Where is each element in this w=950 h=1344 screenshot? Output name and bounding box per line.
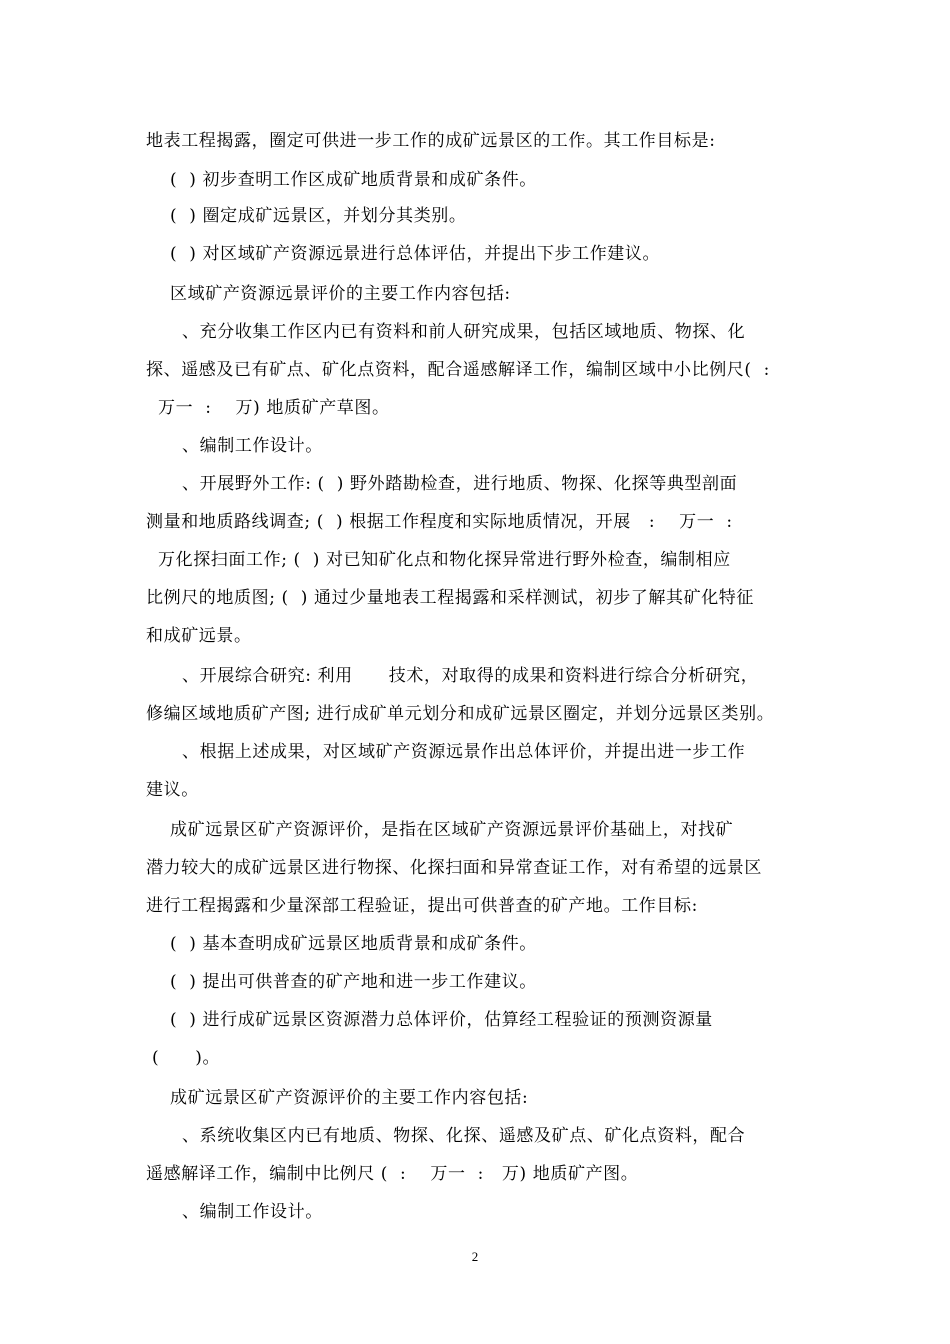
text-line: 、编制工作设计。 bbox=[146, 436, 323, 456]
text-line: ( ) 基本查明成矿远景区地质背景和成矿条件。 bbox=[146, 934, 537, 954]
text-line: 比例尺的地质图; ( ) 通过少量地表工程揭露和采样测试，初步了解其矿化特征 bbox=[146, 588, 755, 608]
text-line: 区域矿产资源远景评价的主要工作内容包括: bbox=[146, 284, 511, 304]
text-line: 修编区域地质矿产图; 进行成矿单元划分和成矿远景区圈定，并划分远景区类别。 bbox=[146, 704, 775, 724]
text-line: 万一 : 万) 地质矿产草图。 bbox=[146, 398, 390, 418]
text-line: 、充分收集工作区内已有资料和前人研究成果，包括区域地质、物探、化 bbox=[146, 322, 746, 342]
text-line: 成矿远景区矿产资源评价的主要工作内容包括: bbox=[146, 1088, 529, 1108]
text-line: 进行工程揭露和少量深部工程验证，提出可供普查的矿产地。工作目标: bbox=[146, 896, 698, 916]
text-line: 地表工程揭露，圈定可供进一步工作的成矿远景区的工作。其工作目标是: bbox=[146, 131, 716, 151]
text-line: 成矿远景区矿产资源评价，是指在区域矿产资源远景评价基础上，对找矿 bbox=[146, 820, 734, 840]
text-line: ( ) 圈定成矿远景区，并划分其类别。 bbox=[146, 206, 467, 226]
text-line: 测量和地质路线调查; ( ) 根据工作程度和实际地质情况，开展 : 万一 : bbox=[146, 512, 733, 532]
text-line: ( ) 对区域矿产资源远景进行总体评估，并提出下步工作建议。 bbox=[146, 244, 661, 264]
text-line: 万化探扫面工作; ( ) 对已知矿化点和物化探异常进行野外检查，编制相应 bbox=[146, 550, 731, 570]
text-line: 遥感解译工作，编制中比例尺 ( : 万一 : 万) 地质矿产图。 bbox=[146, 1164, 639, 1184]
text-line: ( ) 进行成矿远景区资源潜力总体评价，估算经工程验证的预测资源量 bbox=[146, 1010, 713, 1030]
text-line: 、编制工作设计。 bbox=[146, 1202, 323, 1222]
text-line: 、根据上述成果，对区域矿产资源远景作出总体评价，并提出进一步工作 bbox=[146, 742, 746, 762]
text-line: 建议。 bbox=[146, 780, 199, 800]
text-line: ( ) 初步查明工作区成矿地质背景和成矿条件。 bbox=[146, 170, 537, 190]
text-line: 、开展野外工作: ( ) 野外踏勘检查，进行地质、物探、化探等典型剖面 bbox=[146, 474, 738, 494]
text-line: ( ) 提出可供普查的矿产地和进一步工作建议。 bbox=[146, 972, 537, 992]
text-line: 潜力较大的成矿远景区进行物探、化探扫面和异常查证工作，对有希望的远景区 bbox=[146, 858, 762, 878]
text-line: 、开展综合研究: 利用 技术，对取得的成果和资料进行综合分析研究， bbox=[146, 666, 759, 686]
page-number: 2 bbox=[471, 1249, 479, 1264]
text-line: 探、遥感及已有矿点、矿化点资料，配合遥感解译工作，编制区域中小比例尺( : bbox=[146, 360, 770, 380]
text-line: 和成矿远景。 bbox=[146, 626, 252, 646]
text-line: ( )。 bbox=[146, 1048, 221, 1068]
text-line: 、系统收集区内已有地质、物探、化探、遥感及矿点、矿化点资料，配合 bbox=[146, 1126, 746, 1146]
